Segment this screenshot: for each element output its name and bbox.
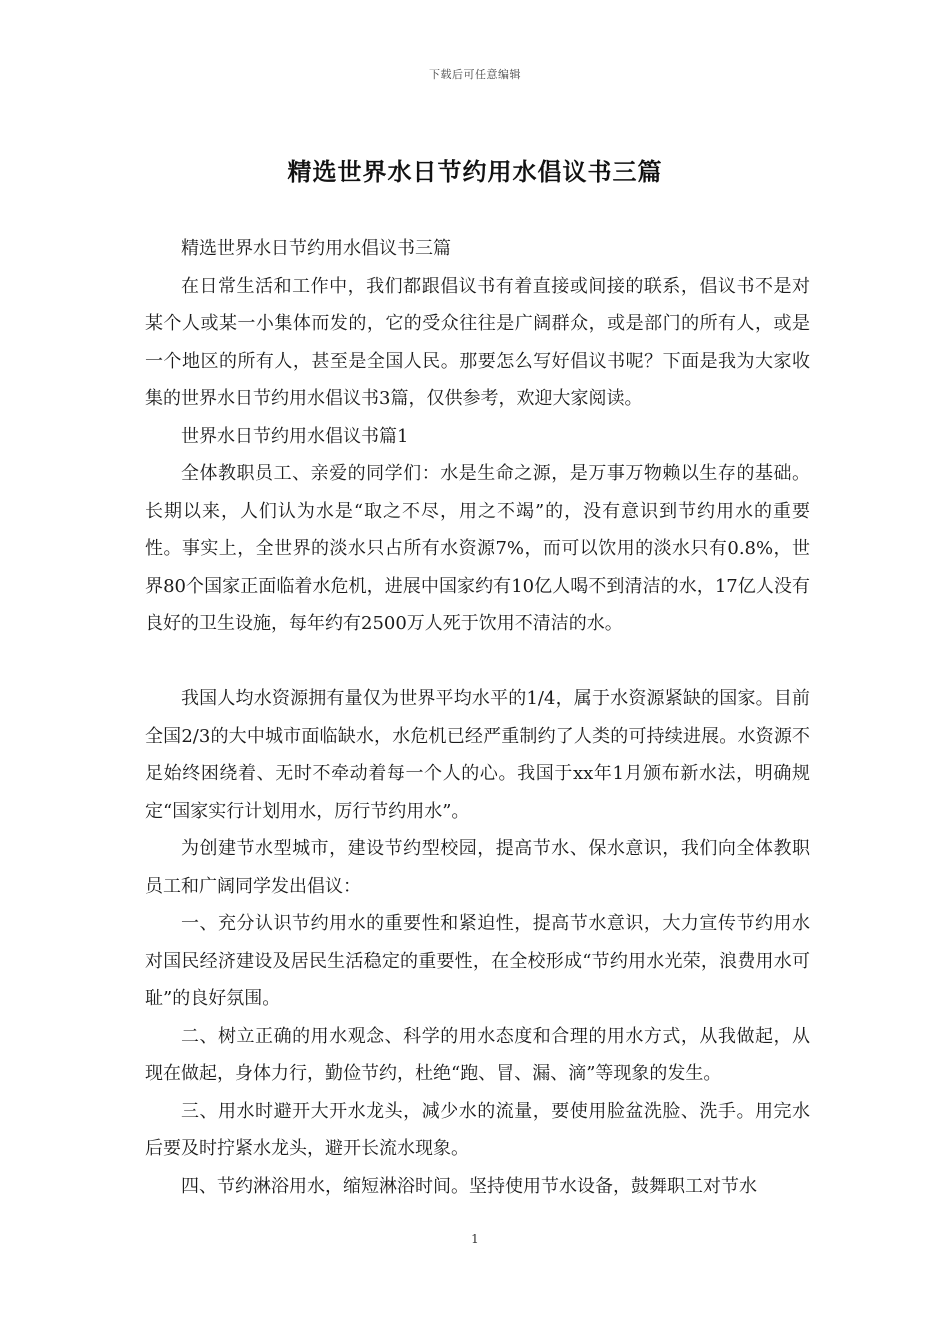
proposal-item-1: 一、充分认识节约用水的重要性和紧迫性，提高节水意识，大力宣传节约用水对国民经济建设及居民生活稳定的重要性，在全校形成“节约用水光荣，浪费用水可耻”的良好氛围。 — [145, 913, 810, 1009]
document-title: 精选世界水日节约用水倡议书三篇 — [287, 157, 663, 186]
intro-paragraph: 在日常生活和工作中，我们都跟倡议书有着直接或间接的联系，倡议书不是对某个人或某一小集体而发的，它的受众往往是广阔群众，或是部门的所有人，或是一个地区的所有人，甚至是全国人民。那要怎么写好倡议书呢？下面是我为大家收集的世界水日节约用水倡议书3篇，仅供参考，欢迎大家阅读。 — [145, 275, 810, 409]
proposal-item-2: 二、树立正确的用水观念、科学的用水态度和合理的用水方式，从我做起，从现在做起，身体力行，勤俭节约，杜绝“跑、冒、漏、滴”等现象的发生。 — [145, 1025, 810, 1084]
section-heading: 世界水日节约用水倡议书篇1 — [181, 425, 409, 447]
page-number: 1 — [471, 1232, 479, 1246]
proposal-item-4: 四、节约淋浴用水，缩短淋浴时间。坚持使用节水设备，鼓舞职工对节水 — [181, 1175, 757, 1197]
body-paragraph: 为创建节水型城市，建设节约型校园，提高节水、保水意识，我们向全体教职员工和广阔同学发出倡议： — [145, 838, 810, 897]
subtitle-paragraph: 精选世界水日节约用水倡议书三篇 — [181, 238, 451, 259]
proposal-item-3: 三、用水时避开大开水龙头，减少水的流量，要使用脸盆洗脸、洗手。用完水后要及时拧紧水龙头，避开长流水现象。 — [145, 1100, 810, 1159]
document-body — [145, 230, 810, 1205]
body-paragraph: 我国人均水资源拥有量仅为世界平均水平的1/4，属于水资源紧缺的国家。目前全国2/3的大中城市面临缺水，水危机已经严重制约了人类的可持续进展。水资源不足始终困绕着、无时不牵动着每一个人的心。我国于xx年1月颁布新水法，明确规定“国家实行计划用水，厉行节约用水”。 — [145, 688, 810, 822]
body-paragraph: 全体教职员工、亲爱的同学们：水是生命之源，是万事万物赖以生存的基础。长期以来，人们认为水是“取之不尽，用之不竭”的，没有意识到节约用水的重要性。事实上，全世界的淡水只占所有水资源7%，而可以饮用的淡水只有0.8%，世界80个国家正面临着水危机，进展中国家约有10亿人喝不到清洁的水，17亿人没有良好的卫生设施，每年约有2500万人死于饮用不清洁的水。 — [145, 463, 810, 634]
header-note: 下载后可任意编辑 — [429, 68, 521, 81]
